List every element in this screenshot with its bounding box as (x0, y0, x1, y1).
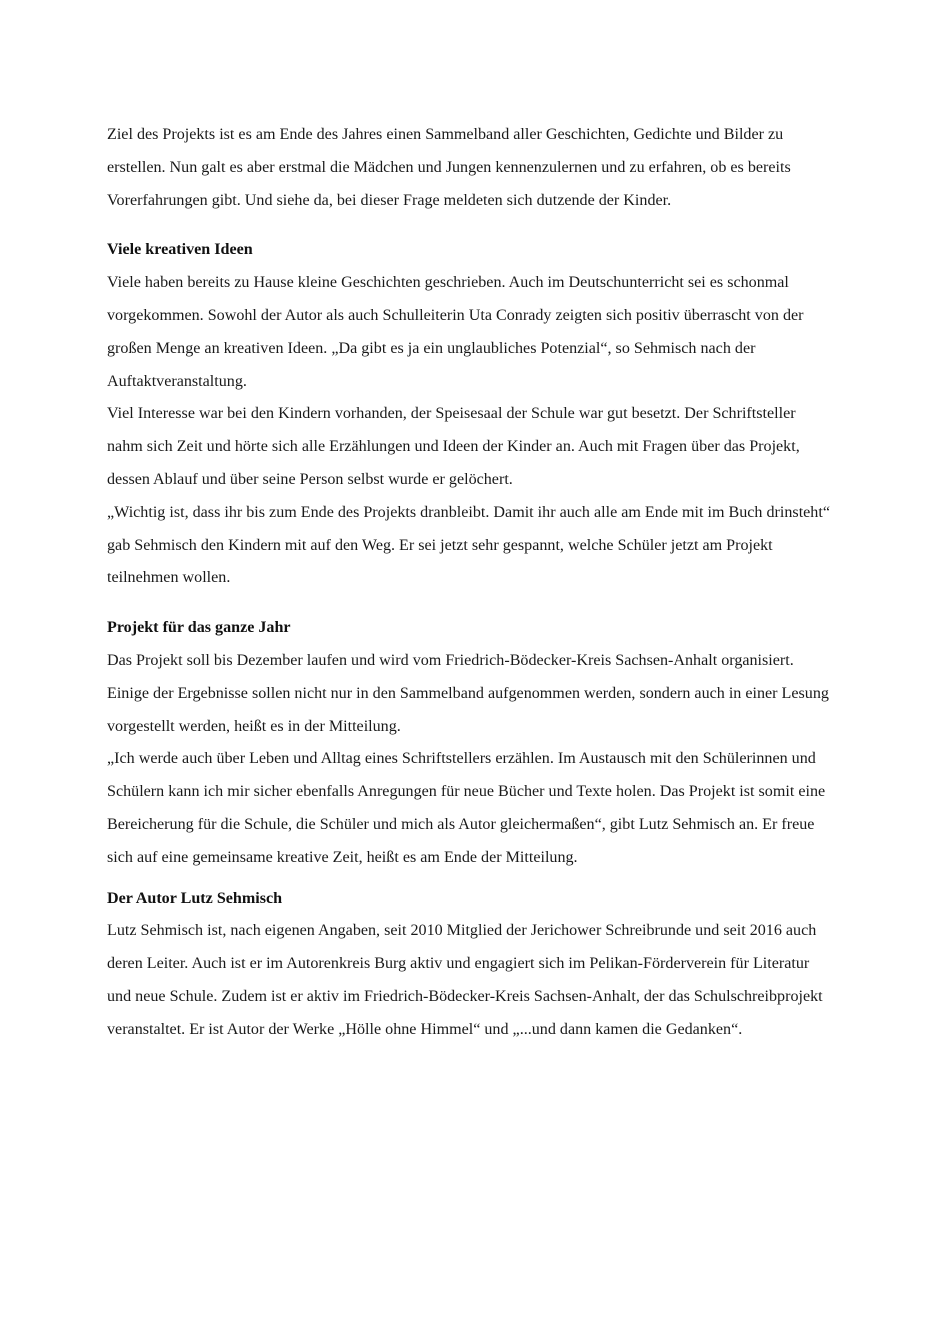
document-page (107, 119, 835, 1047)
section-heading-kreative-ideen: Viele kreativen Ideen (107, 241, 253, 259)
section-spacer (107, 595, 835, 612)
section-spacer (107, 875, 835, 883)
section-spacer (107, 217, 835, 234)
section-heading-ganzes-jahr: Projekt für das ganze Jahr (107, 619, 291, 637)
paragraph-ganzes-jahr-2: „Ich werde auch über Leben und Alltag eines Schriftstellers erzählen. Im Austausch mit den Schülerinnen und Schülern kann ich mir sicher ebenfalls Anregungen für neue Bücher und Texte holen. Das Projekt ist somit eine Bereicherung für die Schule, die Schüler und mich als Autor gleichermaßen“, gibt Lutz Sehmisch an. Er freue sich auf eine gemeinsame kreative Zeit, heißt es am Ende der Mitteilung. (107, 750, 826, 866)
section-heading-autor: Der Autor Lutz Sehmisch (107, 889, 283, 907)
paragraph-kreative-ideen-3: „Wichtig ist, dass ihr bis zum Ende des Projekts dranbleibt. Damit ihr auch alle am Ende mit im Buch drinsteht“ gab Sehmisch den Kindern mit auf den Weg. Er sei jetzt sehr gespannt, welche Schüler jetzt am Projekt teilnehmen wollen. (107, 503, 830, 587)
intro-paragraph: Ziel des Projekts ist es am Ende des Jahres einen Sammelband aller Geschichten, Gedichte und Bilder zu erstellen. Nun galt es aber erstmal die Mädchen und Jungen kennenzulernen und zu erfahren, ob es bereits Vorerfahrungen gibt. Und siehe da, bei dieser Frage meldeten sich dutzende der Kinder. (107, 126, 791, 209)
paragraph-kreative-ideen-2: Viel Interesse war bei den Kindern vorhanden, der Speisesaal der Schule war gut besetzt. Der Schriftsteller nahm sich Zeit und hörte sich alle Erzählungen und Ideen der Kinder an. Auch mit Fragen über das Projekt, dessen Ablauf und über seine Person selbst wurde er gelöchert. (107, 405, 800, 488)
paragraph-autor-1: Lutz Sehmisch ist, nach eigenen Angaben, seit 2010 Mitglied der Jerichower Schreibrunde und seit 2016 auch deren Leiter. Auch ist er im Autorenkreis Burg aktiv und engagiert sich im Pelikan-Förderverein für Literatur und neue Schule. Zudem ist er aktiv im Friedrich-Bödecker-Kreis Sachsen-Anhalt, der das Schulschreibprojekt veranstaltet. Er ist Autor der Werke „Hölle ohne Himmel“ und „...und dann kamen die Gedanken“. (107, 922, 823, 1038)
paragraph-kreative-ideen-1: Viele haben bereits zu Hause kleine Geschichten geschrieben. Auch im Deutschunterricht sei es schonmal vorgekommen. Sowohl der Autor als auch Schulleiterin Uta Conrady zeigten sich positiv überrascht von der großen Menge an kreativen Ideen. „Da gibt es ja ein unglaubliches Potenzial“, so Sehmisch nach der Auftaktveranstaltung. (107, 274, 804, 390)
paragraph-ganzes-jahr-1: Das Projekt soll bis Dezember laufen und wird vom Friedrich-Bödecker-Kreis Sachsen-Anhalt organisiert. Einige der Ergebnisse sollen nicht nur in den Sammelband aufgenommen werden, sondern auch in einer Lesung vorgestellt werden, heißt es in der Mitteilung. (107, 651, 829, 735)
